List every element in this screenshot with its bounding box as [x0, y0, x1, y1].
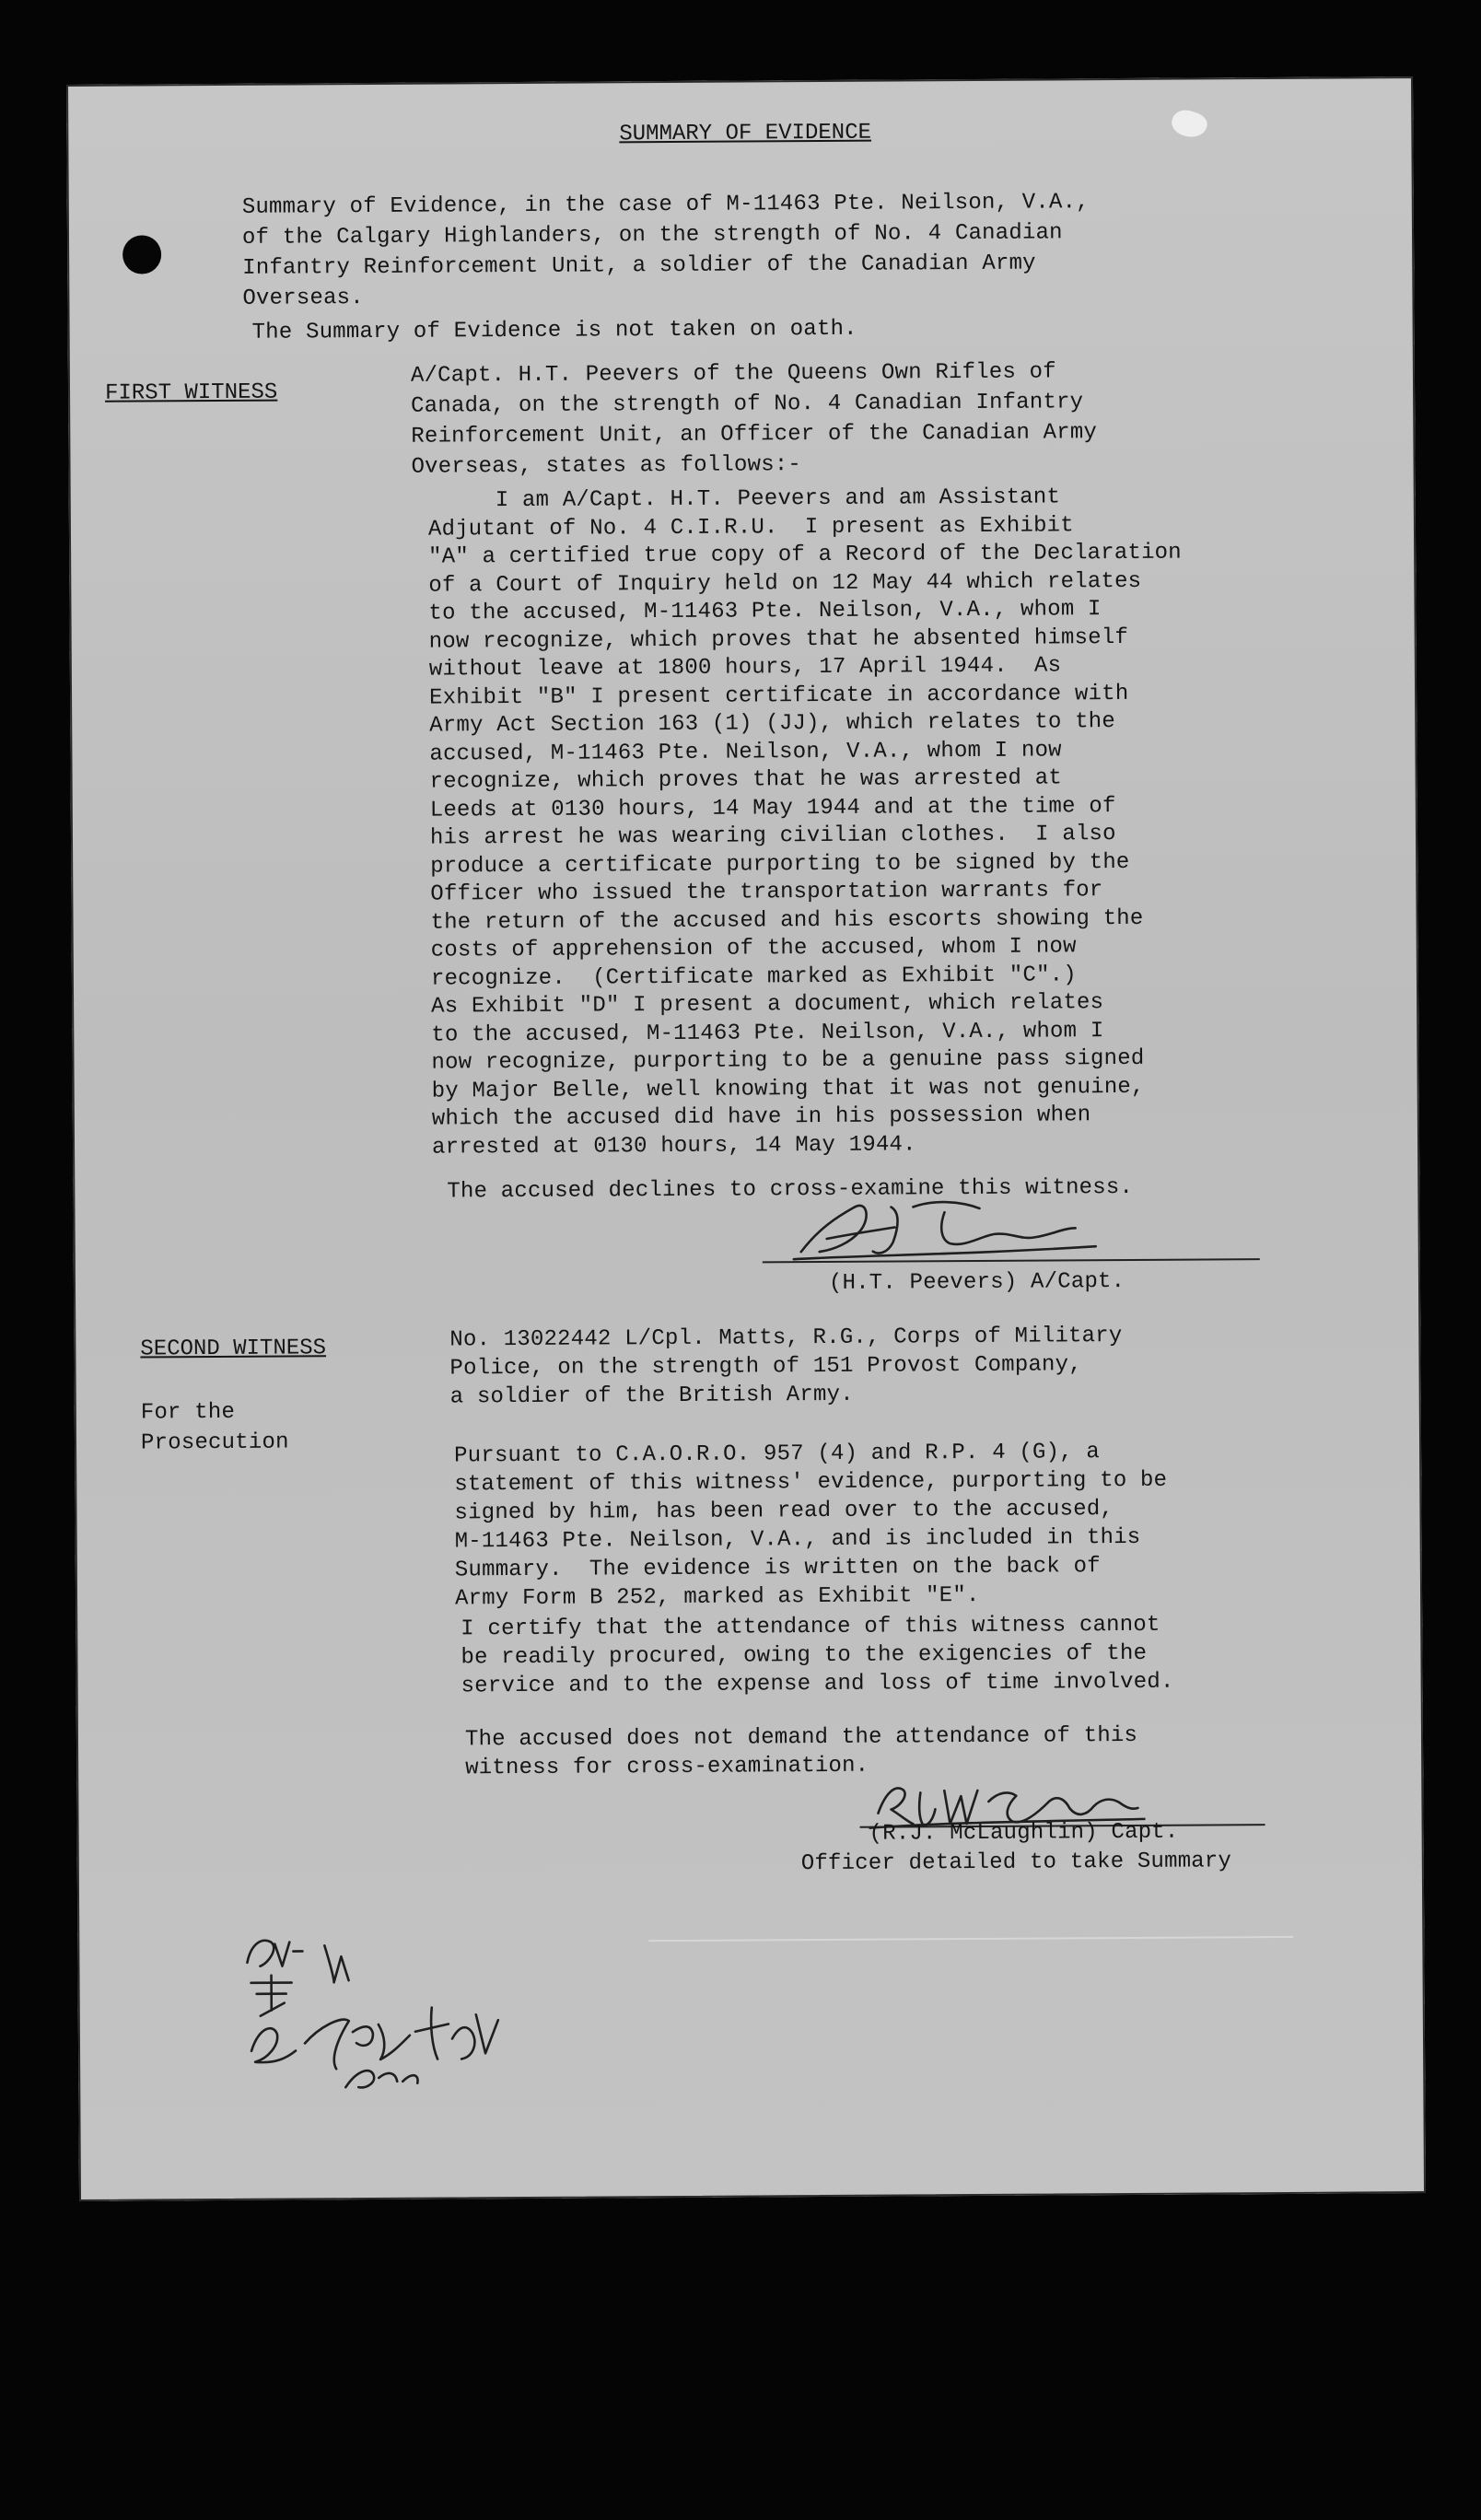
first-witness-statement: I am A/Capt. H.T. Peevers and am Assistant Adjutant of No. 4 C.I.R.U. I present as Exhibit "A" a certified true copy of a Record of the Declaration of a Court of Inquiry held on 12 May 44 which relates to the accused, M-11463 Pte. Neilson, V.A., whom I now recognize, which proves that he absented himself without leave at 1800 hours, 17 April 1944. As Exhibit "B" I present certificate in accordance with Army Act Section 163 (1) (JJ), which relates to the accused, M-11463 Pte. Neilson, V.A., whom I now recognize, which proves that he was arrested at Leeds at 0130 hours, 14 May 1944 and at the time of his arrest he was wearing civilian clothes. I also produce a certificate purporting to be signed by the Officer who issued the transportation warrants for the return of the accused and his escorts showing the costs of apprehension of the accused, whom I now recognize. (Certificate marked as Exhibit "C".) As Exhibit "D" I present a document, which relates to the accused, M-11463 Pte. Neilson, V.A., whom I now recognize, purporting to be a genuine pass signed by Major Belle, well knowing that it was not genuine, which the accused did have in his possession when arrested at 0130 hours, 14 May 1944.: [427, 484, 1182, 1161]
faint-scan-line: [648, 1936, 1293, 1942]
second-witness-heading: No. 13022442 L/Cpl. Matts, R.G., Corps of Military Police, on the strength of 151 Provost Company, a soldier of the British Army.: [449, 1324, 1123, 1410]
cross-examine-declined: The accused declines to cross-examine this witness.: [447, 1174, 1134, 1205]
handwritten-annotation: [234, 1924, 530, 2101]
punch-hole: [122, 235, 161, 274]
pursuant-paragraph: Pursuant to C.A.O.R.O. 957 (4) and R.P. 4 (G), a statement of this witness' evidence, purporting to be signed by him, has been read over to the accused, M-11463 Pte. Neilson, V.A., and is included in this Summary. The evidence is written on the back of Army Form B 252, marked as Exhibit "E".: [454, 1440, 1168, 1612]
second-officer-printed-name: (R.J. McLaughlin) Capt.: [869, 1819, 1179, 1847]
paper-tear-mark: [1169, 106, 1210, 142]
not-on-oath-statement: The Summary of Evidence is not taken on oath.: [251, 316, 857, 345]
first-witness-printed-name: (H.T. Peevers) A/Capt.: [828, 1269, 1125, 1296]
first-witness-heading: A/Capt. H.T. Peevers of the Queens Own Rifles of Canada, on the strength of No. 4 Canadian Infantry Reinforcement Unit, an Officer of the Canadian Army Overseas, states as follows:-: [410, 359, 1098, 480]
peevers-signature: [782, 1189, 1114, 1265]
no-demand-paragraph: The accused does not demand the attendance of this witness for cross-examination.: [464, 1722, 1138, 1781]
document-heading: SUMMARY OF EVIDENCE: [619, 120, 872, 147]
second-witness-label: SECOND WITNESS: [140, 1336, 327, 1362]
first-witness-label: FIRST WITNESS: [104, 379, 278, 406]
for-prosecution-label: For the Prosecution: [140, 1399, 289, 1456]
certify-paragraph: I certify that the attendance of this witness cannot be readily procured, owing to the exigencies of the service and to the expense and loss of time involved.: [461, 1612, 1174, 1699]
intro-paragraph: Summary of Evidence, in the case of M-11463 Pte. Neilson, V.A., of the Calgary Highlanders, on the strength of No. 4 Canadian Infantry Reinforcement Unit, a soldier of the Canadian Army Overseas.: [241, 190, 1090, 311]
officer-detailed-caption: Officer detailed to take Summary: [800, 1849, 1232, 1877]
document-page: [66, 76, 1426, 2201]
